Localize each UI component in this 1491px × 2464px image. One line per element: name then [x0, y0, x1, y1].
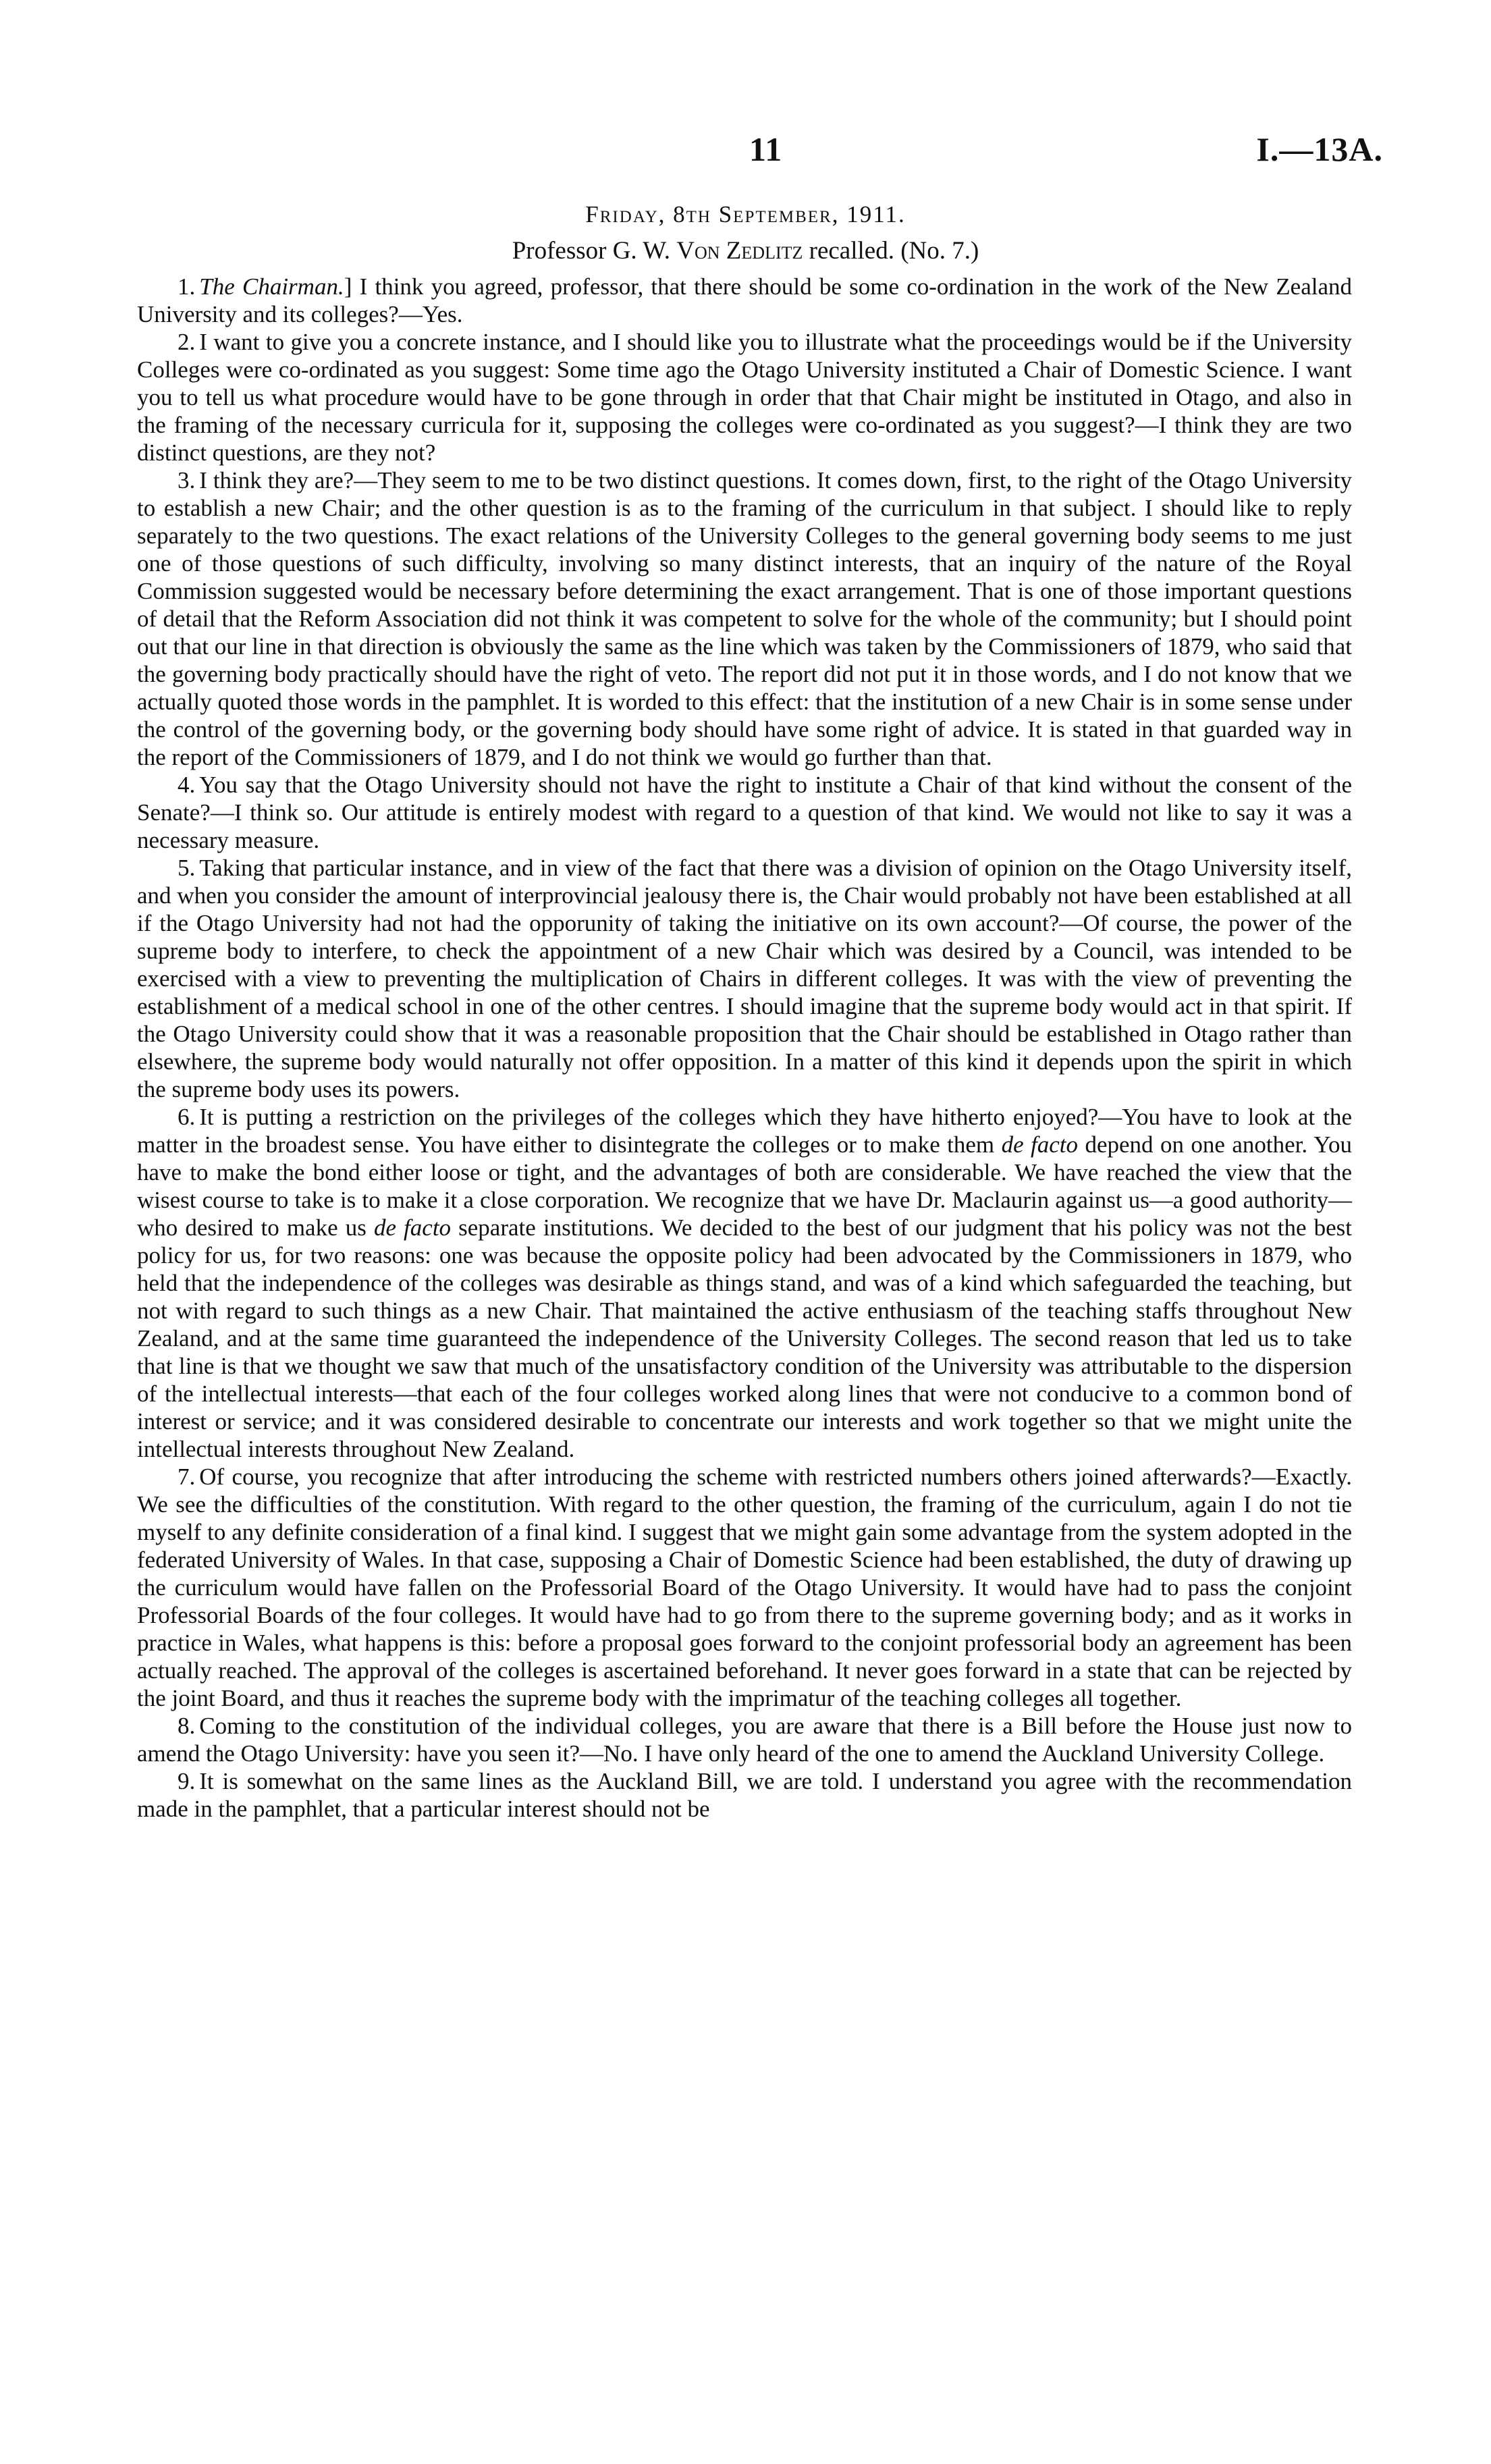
paragraph-text: Coming to the constitution of the individual colleges, you are aware that there is a Bill before the House just now to amend the Otago University: have you seen it?—No. I have only heard of the one to amend the Auckland University College.: [137, 1713, 1352, 1767]
paragraph-number: 9.: [178, 1768, 196, 1794]
paragraph-text: I think you agreed, professor, that there should be some co-ordination in the work of the New Zealand University and its colleges?—Yes.: [137, 273, 1352, 327]
session-date: Friday, 8th September, 1911.: [585, 201, 906, 227]
witness-suffix: recalled. (No. 7.): [803, 237, 979, 265]
paragraph-6: [137, 1103, 1352, 1463]
italic-phrase: de facto: [1001, 1131, 1079, 1158]
paragraph-1: [137, 273, 1352, 328]
paragraph-text: It is putting a restriction on the privileges of the colleges which they have hitherto enjoyed?—You have to look at the matter in the broadest sense. You have either to disintegrate the colleges or to make them: [137, 1104, 1352, 1158]
paragraph-text: Taking that particular instance, and in view of the fact that there was a division of opinion on the Otago University itself, and when you consider the amount of interprovincial jealousy there is, the Chair would probably not have been established at all if the Otago University had not had the opporunity of taking the initiative on its own account?—Of course, the power of the supreme body to interfere, to check the appointment of a new Chair which was desired by a Council, was intended to be exercised with a view to preventing the multiplication of Chairs in different colleges. It was with the view of preventing the establishment of a medical school in one of the other centres. I should imagine that the supreme body would act in that spirit. If the Otago University could show that it was a reasonable proposition that the Chair should be established in Otago rather than elsewhere, the supreme body would naturally not offer opposition. In a matter of this kind it depends upon the spirit in which the supreme body uses its powers.: [137, 855, 1352, 1102]
paragraph-4: [137, 771, 1352, 854]
speaker-bracket: ]: [344, 273, 352, 300]
italic-phrase: de facto: [373, 1214, 452, 1241]
paragraph-3: [137, 466, 1352, 771]
paragraph-text: Of course, you recognize that after introducing the scheme with restricted numbers others joined afterwards?—Exactly. We see the difficulties of the constitution. With regard to the other question, the framing of the curriculum, again I do not tie myself to any definite consideration of a final kind. I suggest that we might gain some advantage from the system adopted in the federated University of Wales. In that case, supposing a Chair of Domestic Science had been established, the duty of drawing up the curriculum would have fallen on the Professorial Board of the Otago University. It would have had to pass the conjoint Professorial Boards of the four colleges. It would have had to go from there to the supreme governing body; and as it works in practice in Wales, what happens is this: before a proposal goes forward to the conjoint professorial body an agreement has been actually reached. The approval of the colleges is ascertained beforehand. It never goes forward in a state that can be rejected by the joint Board, and thus it reaches the supreme body with the imprimatur of the teaching colleges all together.: [137, 1464, 1352, 1711]
paragraph-number: 8.: [178, 1713, 196, 1739]
speaker-label: The Chairman.: [199, 273, 344, 300]
witness-heading: [0, 236, 1491, 265]
paragraph-7: [137, 1463, 1352, 1712]
paragraph-text: I want to give you a concrete instance, and I should like you to illustrate what the proceedings would be if the University Colleges were co-ordinated as you suggest: Some time ago the Otago University instituted a Chair of Domestic Science. I want you to tell us what procedure would have to be gone through in order that that Chair might be instituted in Otago, and also in the framing of the necessary curricula for it, supposing the colleges were co-ordinated as you suggest?—I think they are two distinct questions, are they not?: [137, 329, 1352, 466]
document-reference: I.—13A.: [1256, 130, 1383, 168]
testimony-body: [137, 273, 1352, 1823]
page-number: 11: [749, 130, 783, 168]
paragraph-9: [137, 1767, 1352, 1823]
paragraph-number: 3.: [178, 467, 196, 493]
paragraph-number: 2.: [178, 329, 196, 355]
paragraph-number: 4.: [178, 772, 196, 798]
paragraph-number: 6.: [178, 1104, 196, 1130]
witness-prefix: Professor G. W.: [512, 237, 677, 265]
paragraph-number: 5.: [178, 855, 196, 881]
paragraph-text: It is somewhat on the same lines as the Auckland Bill, we are told. I understand you agree with the recommendation made in the pamphlet, that a particular interest should not be: [137, 1768, 1352, 1822]
paragraph-2: [137, 328, 1352, 466]
paragraph-text: depend on one another. You have to make the bond either loose or tight, and the advantages of both are considerable. We have reached the view that the wisest course to take is to make it a close corporation. We recognize that we have Dr. Maclaurin against us—a good authority—who desired to make us: [137, 1131, 1352, 1241]
paragraph-text: I think they are?—They seem to me to be two distinct questions. It comes down, first, to the right of the Otago University to establish a new Chair; and the other question is as to the framing of the curriculum in that subject. I should like to reply separately to the two questions. The exact relations of the University Colleges to the general governing body seems to me just one of those questions of such difficulty, involving so many distinct interests, that an inquiry of the nature of the Royal Commission suggested would be necessary before determining the exact arrangement. That is one of those important questions of detail that the Reform Association did not think it was competent to solve for the whole of the community; but I should point out that our line in that direction is obviously the same as the line which was taken by the Commissioners of 1879, who said that the governing body practically should have the right of veto. The report did not put it in those words, and I do not know that we actually quoted those words in the pamphlet. It is worded to this effect: that the institution of a new Chair is in some sense under the control of the governing body, or the governing body should have some right of advice. It is stated in that guarded way in the report of the Commissioners of 1879, and I do not think we would go further than that.: [137, 467, 1352, 770]
witness-surname: Von Zedlitz: [676, 237, 803, 265]
paragraph-text: separate institutions. We decided to the best of our judgment that his policy was not the best policy for us, for two reasons: one was because the opposite policy had been advocated by the Commissioners in 1879, who held that the independence of the colleges was desirable as things stand, and was of a kind which safeguarded the teaching, but not with regard to such things as a new Chair. That maintained the active enthusiasm of the teaching staffs throughout New Zealand, and at the same time guaranteed the independence of the University Colleges. The second reason that led us to take that line is that we thought we saw that much of the unsatisfactory condition of the University was attributable to the dispersion of the intellectual interests—that each of the four colleges worked along lines that were not conducive to a common bond of interest or service; and it was considered desirable to concentrate our interests and work together so that we might unite the intellectual interests throughout New Zealand.: [137, 1214, 1352, 1462]
paragraph-8: [137, 1712, 1352, 1767]
paragraph-number: 1.: [178, 273, 196, 300]
paragraph-text: You say that the Otago University should not have the right to institute a Chair of that kind without the consent of the Senate?—I think so. Our attitude is entirely modest with regard to a question of that kind. We would not like to say it was a necessary measure.: [137, 772, 1352, 853]
paragraph-5: [137, 854, 1352, 1103]
paragraph-number: 7.: [178, 1464, 196, 1490]
